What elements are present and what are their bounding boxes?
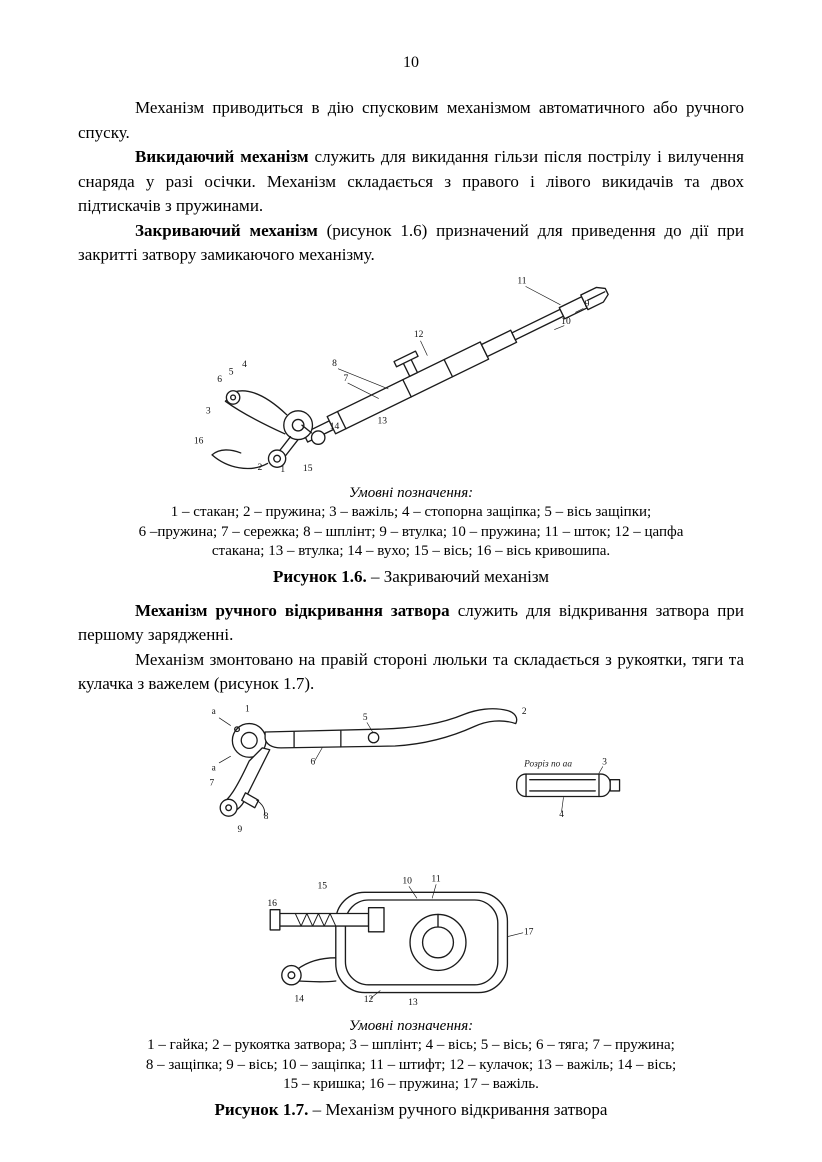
figure-callout-number: 16 (267, 897, 277, 909)
figure-callout-number: 11 (517, 275, 527, 287)
legend-line: 8 – защіпка; 9 – вісь; 10 – защіпка; 11 – штифт; 12 – кулачок; 13 – важіль; 14 – вісь; (145, 1056, 677, 1073)
caption-label: Рисунок 1.6. (272, 566, 367, 586)
figure-callout-number: 6 (310, 757, 316, 768)
figure-1-6 (78, 274, 744, 480)
figure-callout-number: 8 (263, 811, 269, 822)
paragraph-mounted (78, 648, 744, 697)
figure-callout-number: 11 (431, 873, 441, 885)
caption-text: – Механізм ручного відкривання затвора (308, 1099, 608, 1119)
legend-line: 15 – кришка; 16 – пружина; 17 – важіль. (283, 1076, 539, 1092)
figure-1-7-upper (78, 703, 744, 867)
figure-callout-number: 2 (521, 706, 527, 717)
figure-callout-number: 3 (602, 757, 607, 768)
paragraph-lead-bold: Закриваючий механізм (135, 220, 318, 240)
legend-line: 6 –пружина; 7 – сережка; 8 – шплінт; 9 – втулка; 10 – пружина; 11 – шток; 12 – цапфа (138, 523, 684, 540)
figure-callout-number: 14 (294, 992, 304, 1004)
figure-callout-number: 1 (244, 703, 250, 714)
figure-1-7-caption (78, 1098, 744, 1122)
figure-callout-number: 15 (302, 462, 313, 474)
figure-callout-number: 7 (209, 777, 215, 788)
figure-callout-number: 9 (237, 824, 243, 835)
paragraph-manual-opening (78, 599, 744, 648)
figure-callout-number: 4 (559, 809, 564, 820)
paragraph-text: служить для відкривання затвора при першому зарядженні. (78, 600, 744, 644)
figure-callout-number: 3 (205, 405, 211, 417)
figure-1-7-legend (78, 1017, 744, 1095)
figure-callout-number: 12 (413, 328, 424, 340)
page-number: 10 (403, 54, 419, 71)
figure-callout-number: 6 (217, 373, 223, 385)
paragraph-text: Механізм приводиться в дію спусковим механізмом автоматичного або ручного спуску. (78, 98, 744, 142)
figure-callout-number: 2 (257, 461, 263, 473)
figure-callout-number: а (211, 706, 216, 717)
paragraph-lead-bold: Механізм ручного відкривання затвора (135, 600, 450, 620)
figure-callout-number: 10 (402, 875, 412, 887)
figure-callout-number: 13 (377, 414, 388, 426)
figure-1-6-caption (78, 565, 744, 589)
figure-callout-number: 8 (332, 357, 337, 369)
legend-line: 1 – гайка; 2 – рукоятка затвора; 3 – шплінт; 4 – вісь; 5 – вісь; 6 – тяга; 7 – пружина; (147, 1037, 675, 1053)
figure-1-6-drawing (191, 274, 631, 475)
paragraph-closing-mechanism (78, 219, 744, 268)
figure-callout-number: 1 (280, 463, 286, 475)
figure-callout-number: 7 (343, 372, 349, 384)
figure-callout-number: 9 (584, 298, 590, 310)
figure-callout-number: 17 (523, 926, 534, 938)
paragraph-lead-bold: Викидаючий механізм (135, 147, 309, 166)
paragraph-ejector (78, 145, 744, 219)
figure-callout-number: 14 (329, 420, 340, 432)
figure-1-6-legend (78, 484, 744, 562)
figure-callout-number: 12 (363, 993, 374, 1005)
figure-1-7-lower-drawing (266, 873, 556, 1008)
section-aa-label: Розріз по аа (524, 759, 573, 770)
paragraph-text: Механізм змонтовано на правій стороні люльки та складається з рукоятки, тяги та кулачка з важелем (рисунок 1.7). (78, 649, 744, 693)
figure-callout-number: 16 (193, 434, 204, 446)
figure-callout-number: 4 (242, 358, 247, 370)
figure-callout-number: 5 (228, 366, 234, 377)
legend-title: Умовні позначення: (348, 484, 474, 501)
figure-callout-number: 10 (561, 315, 571, 327)
figure-1-7-lower (78, 873, 744, 1013)
figure-1-7-upper-drawing (191, 703, 631, 862)
figure-callout-number: 5 (362, 712, 368, 723)
paragraph-text: служить для викидання гільзи після пострілу і вилучення снаряда у разі осічки. Механізм складається з правого і лівого викидачів та двох підтискачів з пружинами. (78, 147, 744, 215)
figure-callout-number: 15 (317, 879, 328, 891)
legend-title: Умовні позначення: (348, 1017, 474, 1034)
paragraph-intro (78, 96, 744, 145)
figure-callout-number: а (211, 762, 216, 773)
figure-callout-number: 13 (408, 996, 418, 1008)
paragraph-text: (рисунок 1.6) призначений для приведення до дії при закритті затвору замикаючого механізму. (78, 220, 745, 264)
caption-label: Рисунок 1.7. (214, 1099, 309, 1119)
caption-text: – Закриваючий механізм (366, 566, 550, 586)
legend-line: стакана; 13 – втулка; 14 – вухо; 15 – вісь; 16 – вісь кривошипа. (211, 543, 611, 559)
legend-line: 1 – стакан; 2 – пружина; 3 – важіль; 4 – стопорна защіпка; 5 – вісь защіпки; (170, 504, 652, 520)
